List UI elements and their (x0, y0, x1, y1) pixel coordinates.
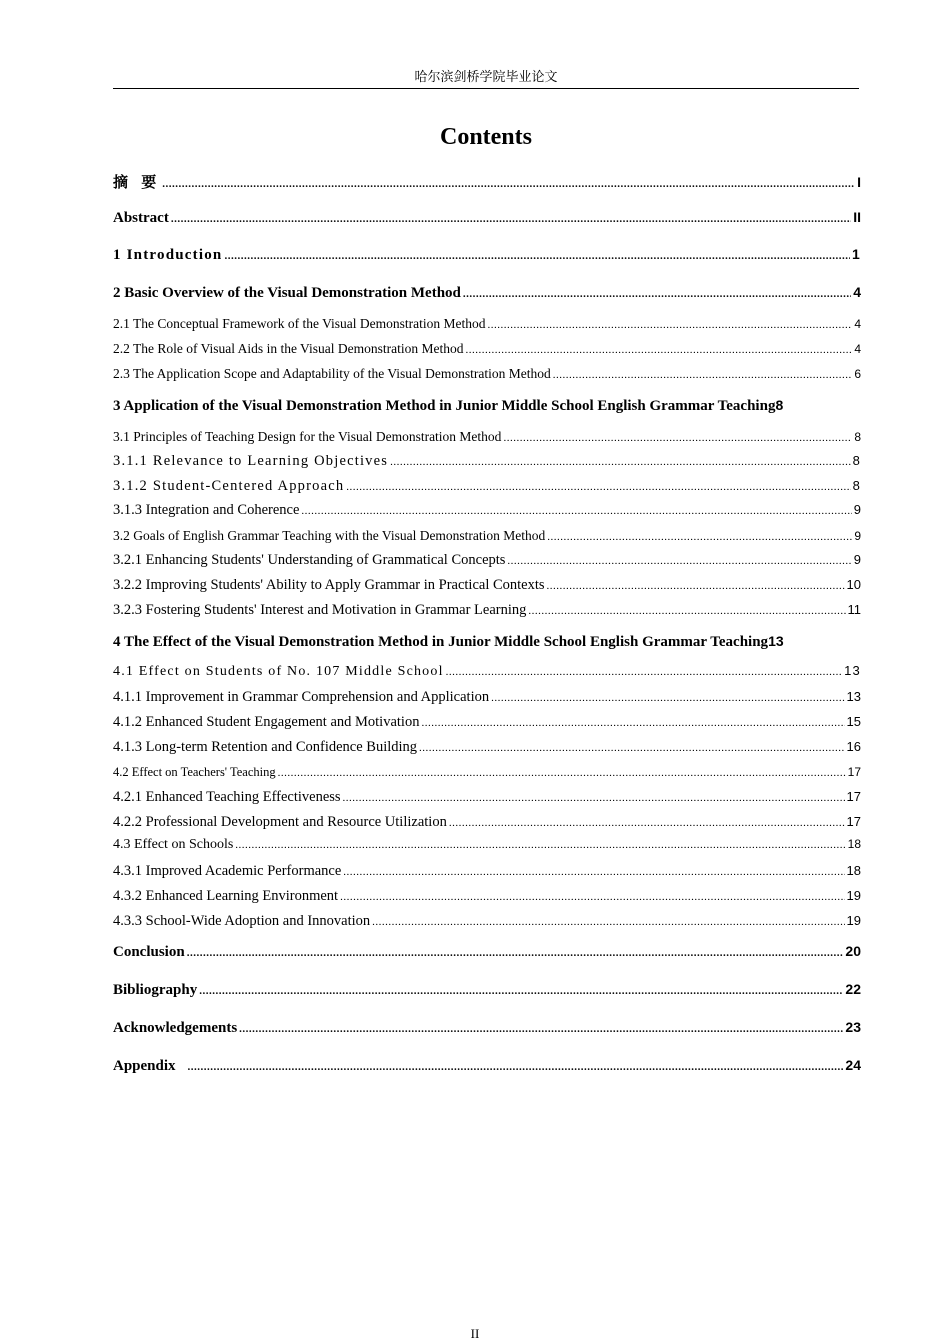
toc-leader (446, 666, 842, 678)
toc-entry-label: 2.3 The Application Scope and Adaptability of the Visual Demonstration Method (113, 366, 551, 381)
toc-entry-page: 13 (846, 689, 861, 704)
toc-entry-4-3[interactable] (113, 837, 861, 853)
toc-leader (421, 717, 844, 729)
toc-entry-page: 17 (847, 765, 861, 779)
toc-entry-label: 3.2 Goals of English Grammar Teaching with the Visual Demonstration Method (113, 528, 546, 543)
toc-entry-label: 3.2.1 Enhancing Students' Understanding of Grammatical Concepts (113, 552, 506, 568)
toc-entry-page: 24 (845, 1057, 861, 1073)
toc-entry-4-1[interactable] (113, 663, 861, 680)
toc-entry-page: 13 (768, 633, 784, 649)
toc-leader (199, 985, 843, 997)
toc-entry-page: 17 (846, 814, 861, 829)
toc-entry-page: 10 (846, 577, 861, 592)
toc-leader (503, 432, 852, 444)
toc-entry-2-3[interactable] (113, 366, 861, 382)
page-title: Contents (439, 124, 532, 150)
toc-entry-label: 4.1 Effect on Students of No. 107 Middle School (113, 664, 444, 679)
toc-entry-3-2-2[interactable] (113, 577, 861, 594)
toc-entry-label: 3.2.3 Fostering Students' Interest and Motivation in Grammar Learning (113, 602, 527, 618)
toc-entry-page: 11 (847, 602, 861, 617)
toc-entry-conclusion[interactable] (113, 943, 861, 961)
toc-entry-3-2-3[interactable] (113, 602, 861, 619)
toc-leader (239, 1023, 843, 1035)
toc-entry-page: 19 (846, 913, 861, 928)
toc-entry-label: 3 Application of the Visual Demonstration Method in Junior Middle School English Grammar Teaching (113, 398, 776, 414)
toc-leader (346, 481, 850, 493)
toc-leader (465, 344, 852, 356)
toc-entry-page: 8 (854, 430, 861, 444)
toc-entry-page: II (853, 209, 861, 225)
toc-entry-bibliography[interactable] (113, 981, 861, 999)
toc-leader (343, 866, 844, 878)
toc-entry-abstract[interactable] (113, 209, 861, 227)
toc-leader (547, 531, 852, 543)
toc-leader (372, 916, 844, 928)
toc-leader (390, 456, 850, 468)
toc-leader (488, 319, 853, 331)
toc-leader (171, 213, 851, 225)
toc-entry-label: 4.2.2 Professional Development and Resource Utilization (113, 814, 447, 830)
toc-entry-label: 4 The Effect of the Visual Demonstration Method in Junior Middle School English Grammar Teaching (113, 634, 769, 650)
toc-entry-2-2[interactable] (113, 341, 861, 357)
toc-entry-3-1-3[interactable] (113, 502, 861, 519)
toc-entry-4-3-3[interactable] (113, 913, 861, 930)
page-number: II (470, 1326, 480, 1341)
toc-entry-3-2-1[interactable] (113, 552, 861, 569)
toc-entry-2-1[interactable] (113, 316, 861, 332)
toc-leader (491, 692, 844, 704)
toc-entry-page: 23 (845, 1019, 861, 1035)
toc-entry-label: 2 Basic Overview of the Visual Demonstration Method (113, 285, 461, 301)
toc-entry-page: 6 (854, 367, 861, 381)
toc-entry-4-3-1[interactable] (113, 863, 861, 880)
toc-entry-appendix[interactable] (113, 1057, 861, 1075)
toc-entry-label: Acknowledgements (113, 1020, 238, 1036)
toc-entry-4-2[interactable] (113, 765, 861, 780)
toc-entry-label: 4.3.1 Improved Academic Performance (113, 863, 342, 879)
toc-entry-page: 16 (846, 739, 861, 754)
toc-leader (463, 288, 851, 300)
toc-entry-abstract-cn[interactable] (113, 171, 861, 192)
toc-entry-label: 4.1.1 Improvement in Grammar Comprehension and Application (113, 689, 490, 705)
toc-entry-4-1-2[interactable] (113, 714, 861, 731)
toc-entry-label: 4.1.2 Enhanced Student Engagement and Motivation (113, 714, 420, 730)
toc-entry-page: I (857, 174, 861, 190)
toc-entry-label: Appendix (113, 1058, 176, 1074)
toc-entry-label: 4.3 Effect on Schools (113, 837, 234, 852)
toc-entry-page: 18 (846, 863, 861, 878)
toc-leader (553, 369, 853, 381)
toc-entry-introduction[interactable] (113, 246, 861, 264)
toc-entry-3-1[interactable] (113, 429, 861, 445)
toc-leader (343, 792, 845, 804)
toc-entry-acknowledgements[interactable] (113, 1019, 861, 1037)
toc-entry-page: 8 (852, 478, 861, 493)
toc-entry-page: 4 (854, 342, 861, 356)
toc-entry-label: 3.1.1 Relevance to Learning Objectives (113, 453, 389, 469)
toc-entry-page: 15 (846, 714, 861, 729)
toc-entry-label: 4.2 Effect on Teachers' Teaching (113, 765, 276, 779)
toc-entry-page: 8 (775, 397, 784, 413)
toc-entry-page: 22 (845, 981, 861, 997)
toc-entry-label: 3.2.2 Improving Students' Ability to Apply Grammar in Practical Contexts (113, 577, 545, 593)
toc-entry-label: 3.1.2 Student-Centered Approach (113, 478, 345, 494)
toc-entry-chapter-4[interactable] (113, 633, 861, 651)
toc-entry-label: 3.1 Principles of Teaching Design for the Visual Demonstration Method (113, 429, 502, 444)
toc-entry-label: Conclusion (113, 944, 185, 960)
toc-entry-label: Abstract (113, 210, 169, 226)
toc-entry-4-2-2[interactable] (113, 814, 861, 831)
toc-leader (507, 555, 851, 567)
page-header: 哈尔滨剑桥学院毕业论文 (113, 66, 859, 89)
toc-entry-4-1-3[interactable] (113, 739, 861, 756)
toc-entry-page: 18 (847, 837, 861, 851)
toc-entry-page: 17 (846, 789, 861, 804)
toc-entry-page: 4 (853, 284, 861, 300)
toc-entry-4-1-1[interactable] (113, 689, 861, 706)
toc-entry-3-1-1[interactable] (113, 453, 861, 470)
toc-entry-chapter-3[interactable] (113, 397, 861, 415)
toc-entry-page: 4 (854, 317, 861, 331)
toc-entry-4-3-2[interactable] (113, 888, 861, 905)
toc-entry-label: 4.3.2 Enhanced Learning Environment (113, 888, 339, 904)
toc-entry-page: 20 (845, 943, 861, 959)
toc-entry-label: 2.2 The Role of Visual Aids in the Visual Demonstration Method (113, 341, 464, 356)
toc-leader (162, 178, 855, 190)
toc-entry-page: 13 (844, 663, 861, 678)
toc-leader (187, 947, 844, 959)
toc-leader (301, 505, 851, 517)
toc-leader (449, 817, 845, 829)
toc-leader (224, 250, 850, 262)
toc-entry-page: 1 (852, 246, 861, 262)
toc-entry-3-2[interactable] (113, 528, 861, 544)
toc-entry-page: 9 (853, 502, 861, 517)
toc-entry-label: Bibliography (113, 982, 198, 998)
toc-entry-page: 9 (853, 552, 861, 567)
toc-entry-page: 9 (854, 529, 861, 543)
toc-entry-4-2-1[interactable] (113, 789, 861, 806)
toc-entry-label: 4.2.1 Enhanced Teaching Effectiveness (113, 789, 341, 805)
toc-entry-page: 19 (846, 888, 861, 903)
toc-leader (547, 580, 845, 592)
toc-entry-label: 2.1 The Conceptual Framework of the Visual Demonstration Method (113, 316, 486, 331)
toc-leader (235, 839, 845, 851)
toc-leader (278, 767, 846, 779)
toc-leader (188, 1061, 844, 1073)
toc-entry-label: 摘 要 (113, 173, 161, 191)
toc-entry-label: 1 Introduction (113, 247, 223, 263)
toc-entry-label: 3.1.3 Integration and Coherence (113, 502, 300, 518)
toc-entry-chapter-2[interactable] (113, 284, 861, 302)
toc-leader (419, 742, 844, 754)
toc-leader (340, 891, 844, 903)
toc-entry-page: 8 (852, 453, 861, 468)
toc-entry-3-1-2[interactable] (113, 478, 861, 495)
toc-entry-label: 4.1.3 Long-term Retention and Confidence Building (113, 739, 418, 755)
toc-entry-label: 4.3.3 School-Wide Adoption and Innovation (113, 913, 371, 929)
toc-leader (528, 605, 845, 617)
